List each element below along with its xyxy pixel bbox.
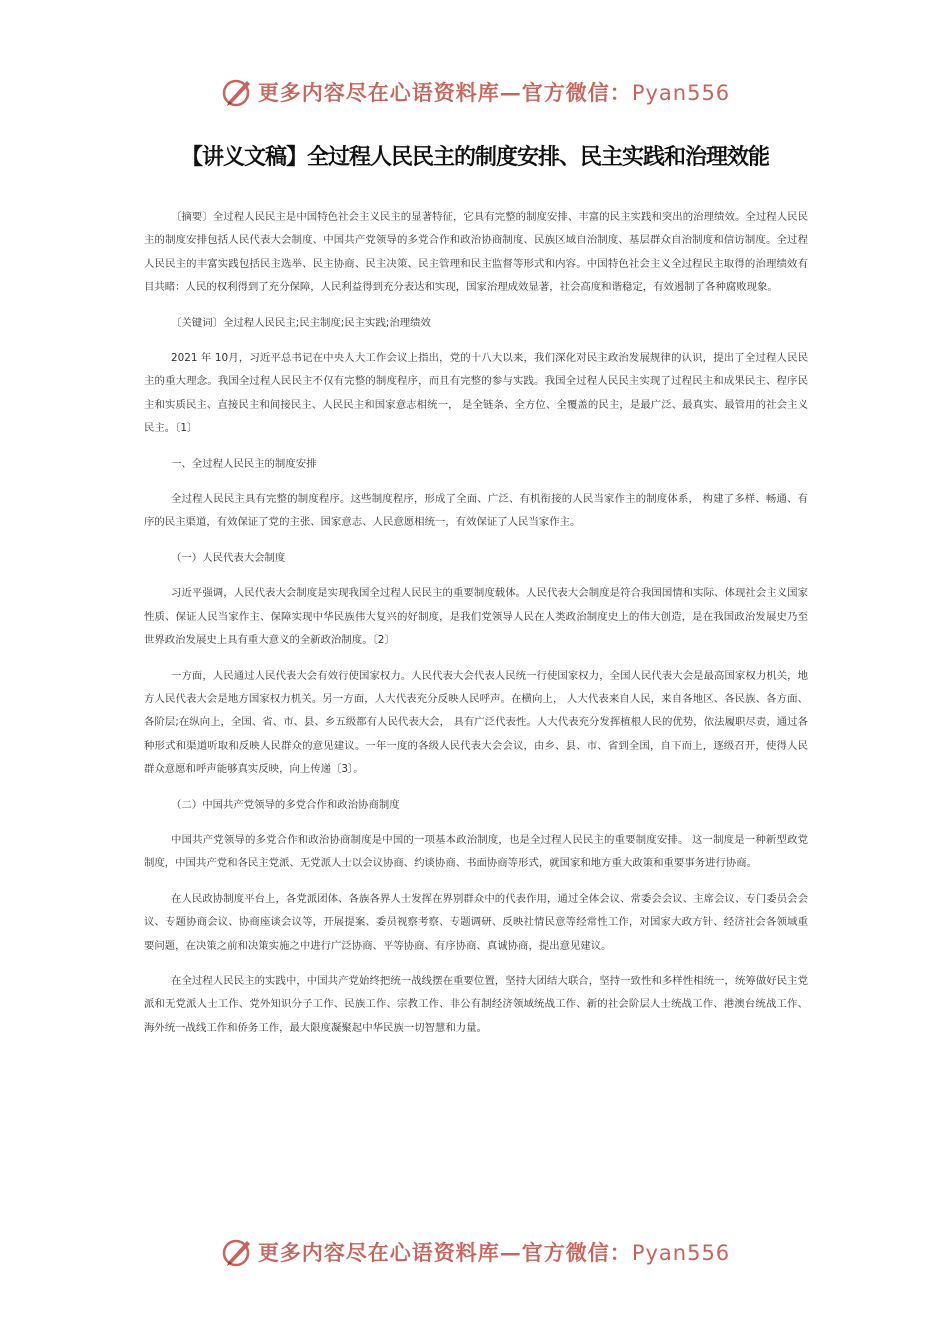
body-paragraph: 中国共产党领导的多党合作和政治协商制度是中国的一项基本政治制度，也是全过程人民民主的重要制度安排。 这一制度是一种新型政党制度，中国共产党和各民主党派、无党派人士以会议协商、约谈协商、书面协商等形式，就国家和地方重大政策和重要事务进行协商。: [144, 833, 808, 870]
body-paragraph: 在人民政协制度平台上，各党派团体、各族各界人士发挥在界别群众中的代表作用，通过全体会议、常委会会议、主席会议、专门委员会会议、专题协商会议、协商座谈会议等，开展提案、委员视察考察、专题调研、反映社情民意等经常性工作，对国家大政方针、经济社会各领域重要问题，在决策之前和决策实施之中进行广泛协商、平等协商、有序协商、真诚协商，提出意见建议。: [144, 892, 808, 952]
body-paragraph: 习近平强调，人民代表大会制度是实现我国全过程人民民主的重要制度载体。人民代表大会制度是符合我国国情和实际、体现社会主义国家性质、保证人民当家作主、保障实现中华民族伟大复兴的好制度，是我们党领导人民在人类政治制度史上的伟大创造，是在我国政治发展史乃至世界政治发展史上具有重大意义的全新政治制度。〔2〕: [144, 587, 808, 647]
body-paragraph: 全过程人民民主具有完整的制度程序。这些制度程序，形成了全面、广泛、有机衔接的人民当家作主的制度体系， 构建了多样、畅通、有序的民主渠道，有效保证了党的主张、国家意志、人民意愿相统一，有效保证了人民当家作主。: [144, 493, 808, 529]
section-heading: 一、全过程人民民主的制度安排: [171, 457, 317, 470]
footer-banner: [0, 1232, 950, 1272]
pen-logo-icon: [220, 75, 254, 109]
intro-paragraph: 2021 年 10月，习近平总书记在中央人大工作会议上指出，党的十八大以来，我们深化对民主政治发展规律的认识，提出了全过程人民民主的重大理念。我国全过程人民民主不仅有完整的制度程序，而且有完整的参与实践。我国全过程人民民主实现了过程民主和成果民主、程序民主和实质民主、直接民主和间接民主、人民民主和国家意志相统一， 是全链条、全方位、全覆盖的民主，是最广泛、最真实、最管用的社会主义民主。〔1〕: [144, 352, 808, 435]
header-banner: [0, 72, 950, 112]
subsection-heading: （一）人民代表大会制度: [171, 551, 286, 564]
body-paragraph: 一方面，人民通过人民代表大会有效行使国家权力。人民代表大会代表人民统一行使国家权力，全国人民代表大会是最高国家权力机关，地方人民代表大会是地方国家权力机关。另一方面，人大代表充分反映人民呼声。在横向上， 人大代表来自人民，来自各地区、各民族、各方面、各阶层;在纵向上，全国、省、市、县、乡五级都有人民代表大会， 具有广泛代表性。人大代表充分发挥植根人民的优势，依法履职尽责，通过各种形式和渠道听取和反映人民群众的意见建议。一年一度的各级人民代表大会会议，由乡、县、市、省到全国，自下而上，逐级召开，使得人民群众意愿和呼声能够真实反映，向上传递〔3〕。: [144, 669, 808, 776]
document-body: [144, 206, 808, 1052]
pen-logo-icon: [220, 1235, 254, 1269]
keywords-paragraph: 〔关键词〕全过程人民民主;民主制度;民主实践;治理绩效: [171, 316, 431, 329]
body-paragraph: 在全过程人民民主的实践中，中国共产党始终把统一战线摆在重要位置，坚持大团结大联合，坚持一致性和多样性相统一，统筹做好民主党派和无党派人士工作、党外知识分子工作、民族工作、宗教工作、非公有制经济领域统战工作、新的社会阶层人士统战工作、港澳台统战工作、海外统一战线工作和侨务工作，最大限度凝聚起中华民族一切智慧和力量。: [144, 974, 808, 1034]
abstract-paragraph: 〔摘要〕全过程人民民主是中国特色社会主义民主的显著特征，它具有完整的制度安排、丰富的民主实践和突出的治理绩效。全过程人民民主的制度安排包括人民代表大会制度、中国共产党领导的多党合作和政治协商制度、民族区域自治制度、基层群众自治制度和信访制度。全过程人民民主的丰富实践包括民主选举、民主协商、民主决策、民主管理和民主监督等形式和内容。中国特色社会主义全过程民主取得的治理绩效有目共睹：人民的权利得到了充分保障，人民利益得到充分表达和实现，国家治理成效显著，社会高度和谐稳定，有效遏制了各种腐败现象。: [144, 211, 808, 294]
subsection-heading: （二）中国共产党领导的多党合作和政治协商制度: [171, 798, 400, 811]
document-title: 【讲义文稿】全过程人民民主的制度安排、民主实践和治理效能: [180, 145, 769, 170]
banner-text: 更多内容尽在心语资料库—官方微信：Pyan556: [257, 80, 731, 105]
banner-text: 更多内容尽在心语资料库—官方微信：Pyan556: [257, 1240, 731, 1265]
banner-wechat-id: Pyan556: [631, 1241, 731, 1265]
banner-wechat-id: Pyan556: [631, 81, 731, 105]
